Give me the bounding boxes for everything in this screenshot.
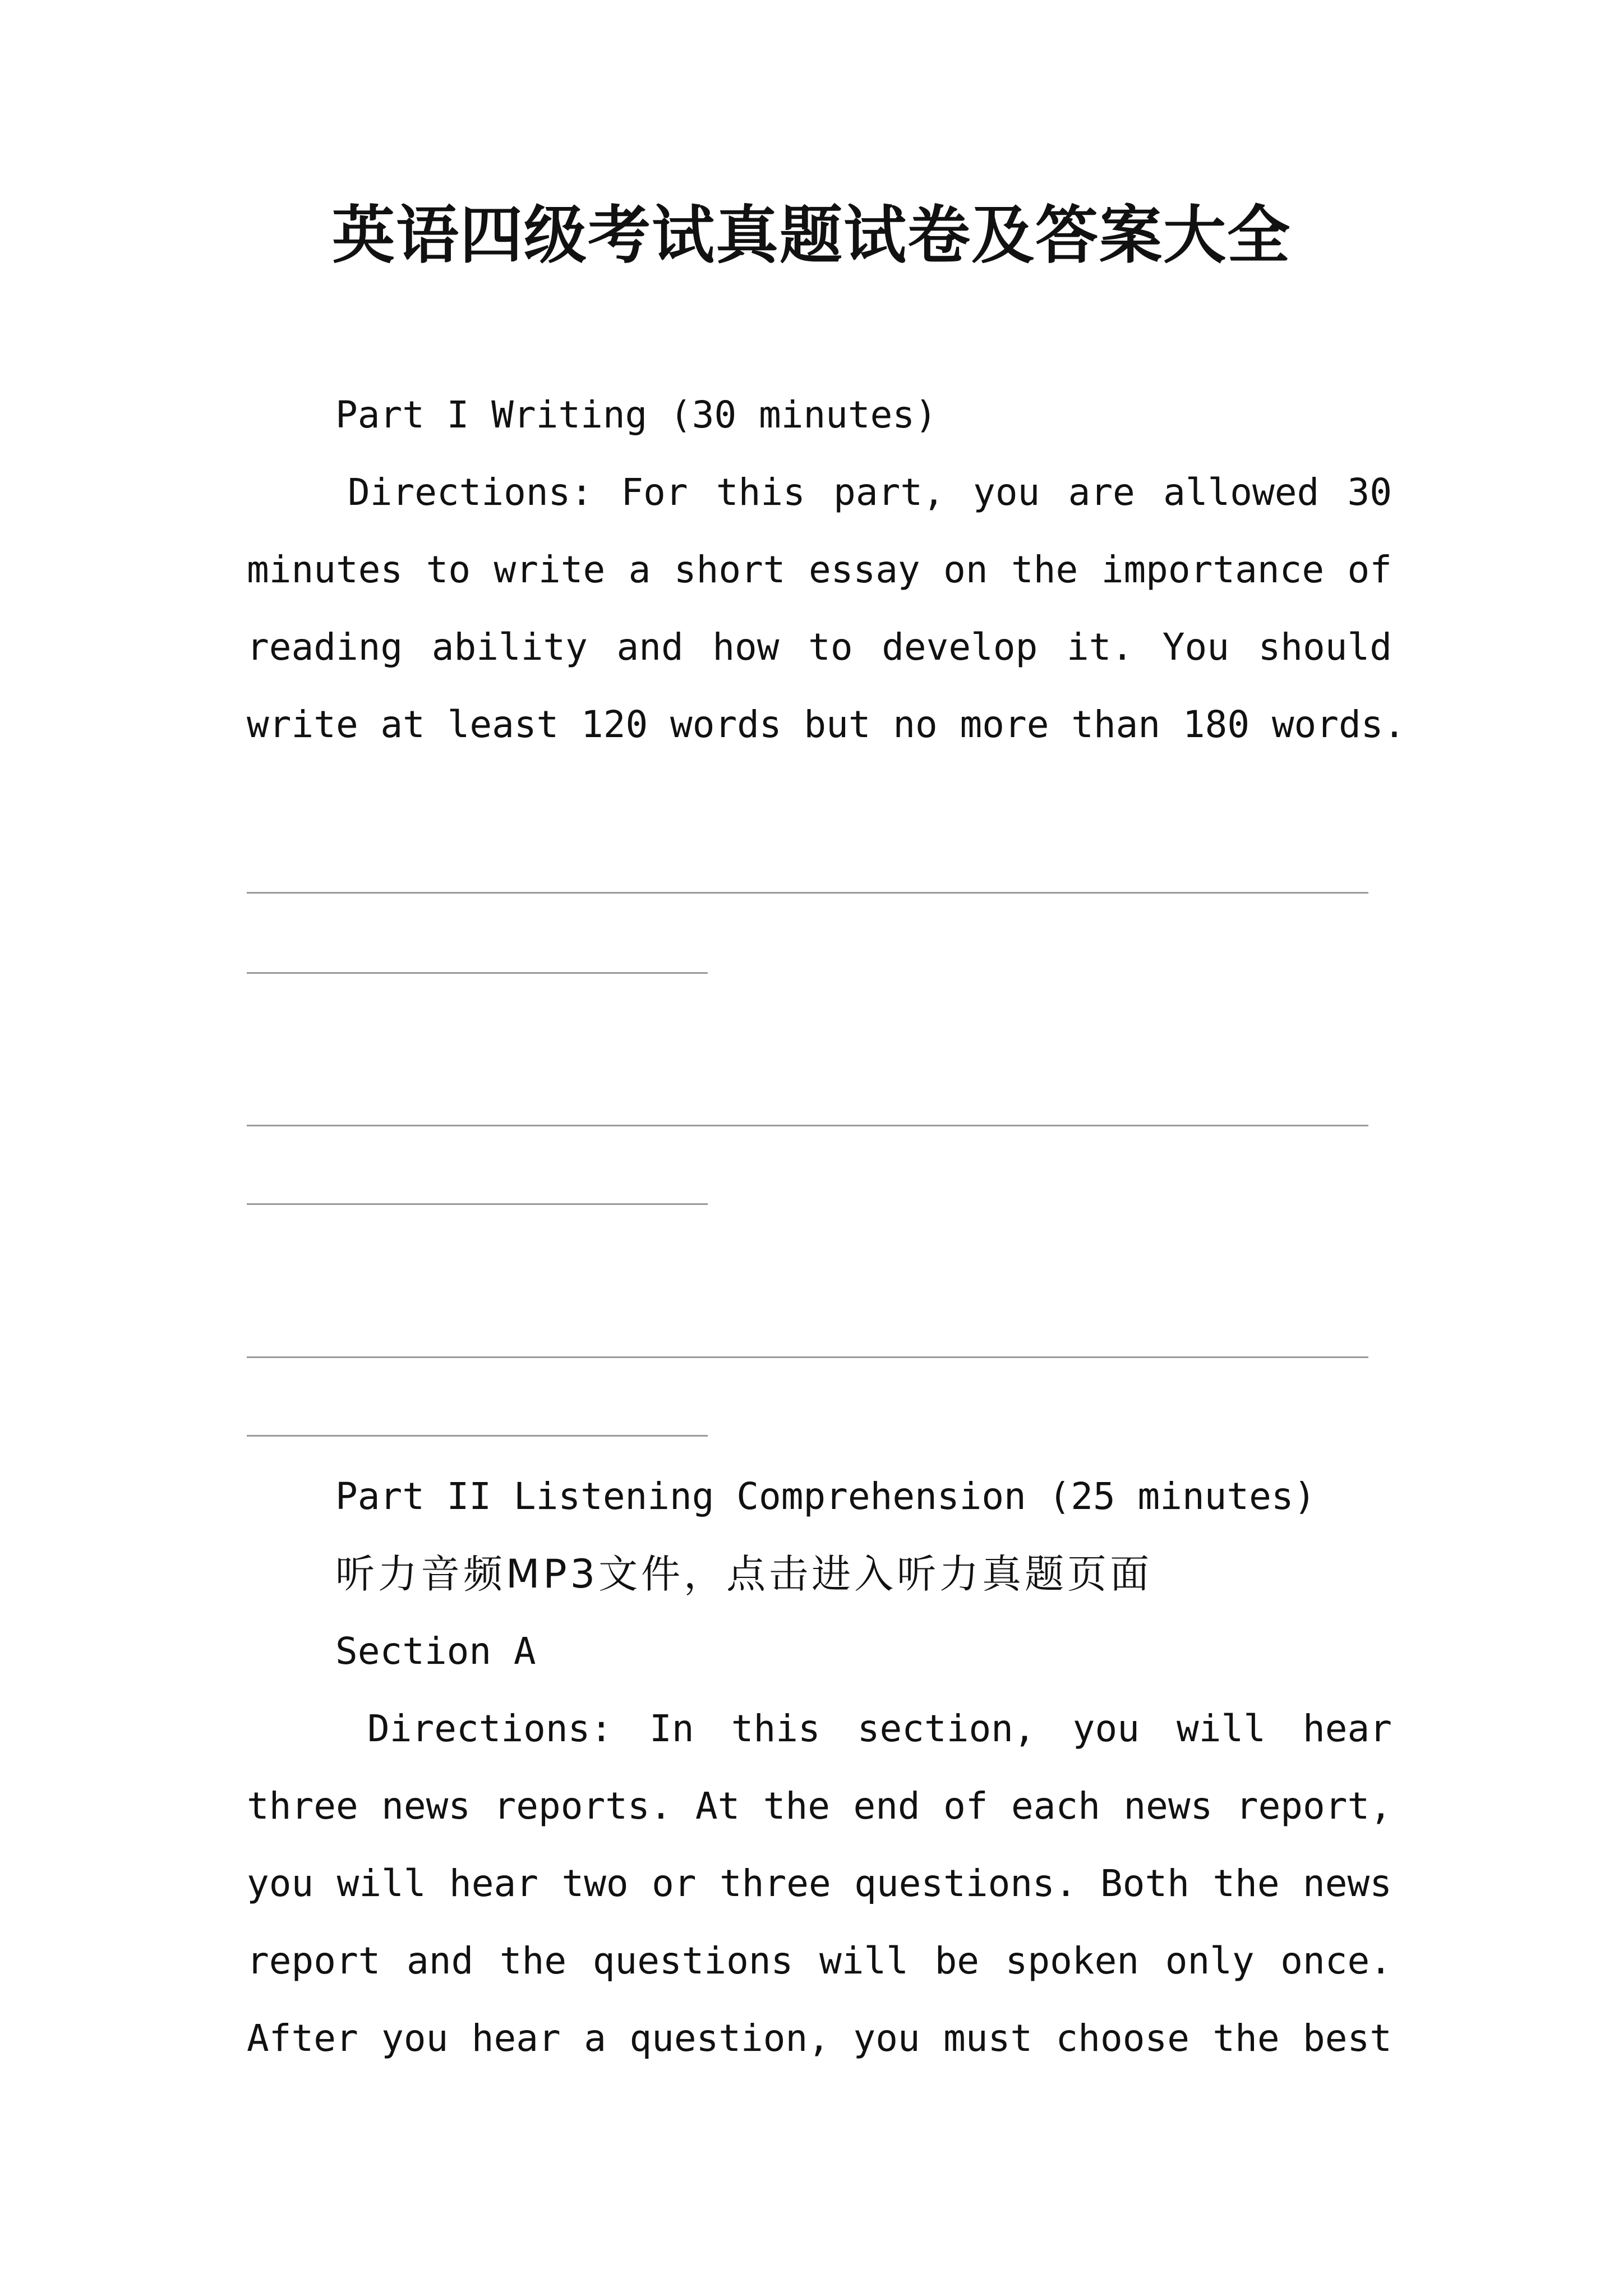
part2-directions-line-2: three news reports. At the end of each news report, (247, 1784, 1392, 1828)
part2-directions-line-5: After you hear a question, you must choose the best (247, 2017, 1392, 2060)
listening-audio-link[interactable]: 听力音频MP3文件，点击进入听力真题页面 (335, 1551, 1153, 1597)
part2-heading: Part II Listening Comprehension (25 minutes) (335, 1475, 1316, 1518)
part1-directions-line-2: minutes to write a short essay on the importance of (247, 548, 1392, 591)
part2-directions-line-4: report and the questions will be spoken only once. (247, 1939, 1392, 1982)
part1-directions-line-1: Directions: For this part, you are allowed 30 (348, 471, 1392, 514)
part2-directions-line-3: you will hear two or three questions. Both the news (247, 1862, 1392, 1905)
section-a-label: Section A (335, 1630, 536, 1673)
answer-line (247, 972, 708, 974)
part2-directions-line-1: Directions: In this section, you will hear (367, 1707, 1392, 1750)
answer-line (247, 1203, 708, 1205)
answer-line (247, 1125, 1368, 1126)
part1-directions-line-3: reading ability and how to develop it. You should (247, 625, 1392, 669)
answer-line (247, 1356, 1368, 1358)
answer-line (247, 1435, 708, 1437)
part1-directions-line-4: write at least 120 words but no more than 180 words. (247, 703, 1406, 746)
document-title: 英语四级考试真题试卷及答案大全 (332, 199, 1291, 272)
part1-heading: Part I Writing (30 minutes) (335, 393, 937, 436)
answer-line (247, 892, 1368, 894)
